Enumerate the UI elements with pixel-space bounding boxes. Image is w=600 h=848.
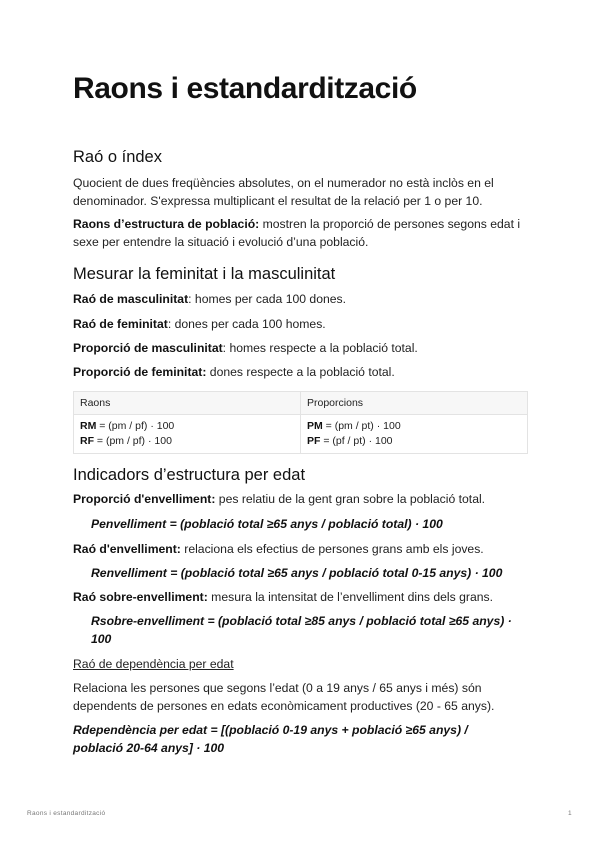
item-text: dones respecte a la població total. [206, 365, 395, 379]
formula-text: = (pm / pt) · 100 [322, 420, 401, 432]
heading-edat: Indicadors d’estructura per edat [73, 466, 306, 484]
formula-term: RF [80, 435, 94, 447]
item-term: Raó de masculinitat [73, 292, 189, 306]
rao-env-text: relaciona els efectius de persones grans amb els joves. [180, 542, 484, 556]
formula-term: RM [80, 420, 97, 432]
formula-line [307, 434, 521, 449]
item-term: Proporció de masculinitat [73, 341, 223, 355]
table-header-row [74, 392, 528, 415]
table-header-proporcions: Proporcions [301, 392, 528, 415]
item-term: Raó de feminitat [73, 317, 168, 331]
envelliment-text: pes relatiu de la gent gran sobre la població total. [215, 492, 486, 506]
item-proporcio-feminitat [73, 363, 528, 381]
formula-table [73, 391, 528, 454]
formula-text: = (pf / pt) · 100 [320, 435, 393, 447]
rao-sobre-envelliment [73, 588, 528, 606]
item-text: : dones per cada 100 homes. [167, 317, 326, 331]
estructura-paragraph [73, 215, 528, 251]
formula-rao-envelliment: Renvelliment = (població total ≥65 anys / població total 0-15 anys) · 100 [91, 566, 503, 580]
item-term: Proporció de feminitat: [73, 365, 207, 379]
envelliment-term: Proporció d'envelliment: [73, 492, 216, 506]
formula-dependencia-line2: població 20-64 anys] · 100 [73, 741, 225, 755]
estructura-text: mostren la proporció de persones segons edat i sexe per entendre la situació i evolució d’una població. [73, 217, 521, 249]
rao-env-term: Raó d'envelliment: [73, 542, 181, 556]
rao-index-definition: Quocient de dues freqüències absolutes, on el numerador no està inclòs en el denominador. S'expressa multiplicant el resultat de la relació per 1 o per 10. [73, 176, 494, 208]
formula-term: PM [307, 420, 323, 432]
item-rao-feminitat [73, 315, 528, 333]
formula-sobre-envelliment-line2: 100 [91, 632, 112, 646]
table-row [74, 415, 528, 454]
table-header-raons: Raons [74, 392, 301, 415]
formula-dependencia-line1: Rdependència per edat = [(població 0-19 anys + població ≥65 anys) / [73, 723, 468, 737]
rao-envelliment [73, 540, 528, 558]
item-proporcio-masculinitat [73, 339, 528, 357]
heading-feminitat: Mesurar la feminitat i la masculinitat [73, 265, 336, 283]
table-cell-proporcions [301, 415, 528, 454]
footer-title: Raons i estandardització [27, 810, 106, 817]
estructura-term: Raons d’estructura de població: [73, 217, 260, 231]
proporcio-envelliment [73, 490, 528, 508]
sobre-text: mesura la intensitat de l’envelliment dins dels grans. [207, 590, 493, 604]
formula-text: = (pm / pf) · 100 [96, 420, 175, 432]
sobre-term: Raó sobre-envelliment: [73, 590, 208, 604]
formula-line [307, 419, 521, 434]
table-cell-raons [74, 415, 301, 454]
item-rao-masculinitat [73, 290, 528, 308]
formula-text: = (pm / pf) · 100 [94, 435, 172, 447]
page-title: Raons i estandardització [73, 72, 417, 105]
heading-rao-index: Raó o índex [73, 148, 162, 166]
formula-term: PF [307, 435, 321, 447]
subheading-dependencia: Raó de dependència per edat [73, 657, 234, 671]
item-text: : homes respecte a la població total. [222, 341, 418, 355]
formula-line [80, 419, 294, 434]
page-number: 1 [568, 810, 572, 817]
dependencia-text: Relaciona les persones que segons l’edat (0 a 19 anys / 65 anys i més) són dependents de persones en edats econòmicament productives (20 - 65 anys). [73, 681, 495, 713]
formula-envelliment: Penvelliment = (població total ≥65 anys / població total) · 100 [91, 517, 443, 531]
item-text: : homes per cada 100 dones. [188, 292, 347, 306]
formula-line [80, 434, 294, 449]
formula-sobre-envelliment-line1: Rsobre-envelliment = (població total ≥85 anys / població total ≥65 anys) · [91, 614, 512, 628]
